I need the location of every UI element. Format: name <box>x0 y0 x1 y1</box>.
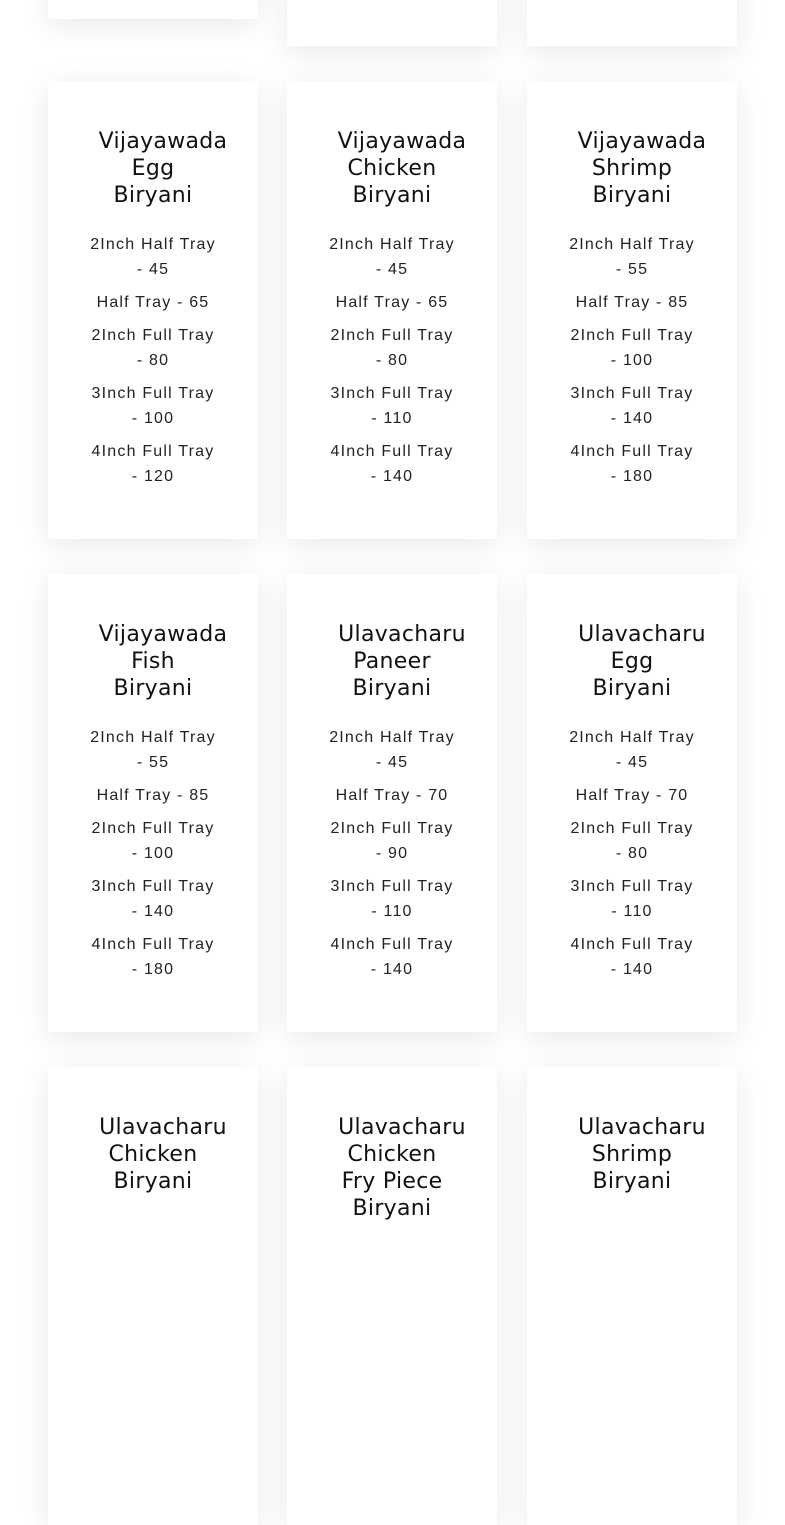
menu-card <box>48 574 258 1032</box>
card-title-line: Ulavacharu <box>338 622 466 647</box>
price-item: 2Inch Full Tray - 100 <box>91 820 215 862</box>
price-list <box>287 725 497 982</box>
price-item: Half Tray - 65 <box>335 294 449 311</box>
card-title <box>527 128 737 209</box>
price-item: 2Inch Full Tray - 100 <box>570 327 694 369</box>
card-title-line: Vijayawada <box>98 622 228 647</box>
card-title-line: Biryani <box>352 676 432 701</box>
card-title-line: Ulavacharu <box>578 1115 706 1140</box>
card-title-line: Biryani <box>592 183 672 208</box>
card-title-line: Ulavacharu <box>99 1115 227 1140</box>
menu-card-partial <box>48 0 258 19</box>
card-title-line: Biryani <box>352 183 432 208</box>
price-list <box>48 232 258 489</box>
price-item: 2Inch Half Tray - 45 <box>569 729 695 771</box>
card-title <box>48 1114 258 1195</box>
menu-card <box>527 1067 737 1525</box>
menu-card <box>527 81 737 539</box>
price-item: 4Inch Full Tray - 140 <box>570 936 694 978</box>
card-title-line: Shrimp <box>591 1142 673 1167</box>
card-title-line: Biryani <box>592 676 672 701</box>
card-title <box>527 621 737 702</box>
price-item: 3Inch Full Tray - 110 <box>330 385 454 427</box>
price-item: 3Inch Full Tray - 140 <box>570 385 694 427</box>
price-item: 4Inch Full Tray - 180 <box>570 443 694 485</box>
card-title-line: Biryani <box>113 676 193 701</box>
price-item: Half Tray - 65 <box>96 294 210 311</box>
card-title <box>287 128 497 209</box>
price-item: 2Inch Half Tray - 45 <box>90 236 216 278</box>
card-title <box>287 621 497 702</box>
card-title <box>48 621 258 702</box>
menu-card <box>287 574 497 1032</box>
price-item: 4Inch Full Tray - 140 <box>330 443 454 485</box>
card-title-line: Egg <box>610 649 654 674</box>
price-item: 4Inch Full Tray - 120 <box>91 443 215 485</box>
price-item: 4Inch Full Tray - 140 <box>330 936 454 978</box>
menu-card <box>48 81 258 539</box>
card-title-line: Ulavacharu <box>338 1115 466 1140</box>
menu-card <box>48 1067 258 1525</box>
price-item: 2Inch Full Tray - 80 <box>570 820 694 862</box>
price-item: 2Inch Half Tray - 55 <box>569 236 695 278</box>
card-title-line: Shrimp <box>591 156 673 181</box>
card-title-line: Biryani <box>113 183 193 208</box>
card-title-line: Fry Piece <box>341 1169 443 1194</box>
card-title-line: Biryani <box>113 1169 193 1194</box>
menu-card <box>527 574 737 1032</box>
card-title <box>287 1114 497 1222</box>
card-title-line: Vijayawada <box>577 129 707 154</box>
price-item: 2Inch Half Tray - 55 <box>90 729 216 771</box>
card-title-line: Chicken <box>108 1142 198 1167</box>
price-item: 2Inch Half Tray - 45 <box>329 236 455 278</box>
menu-card <box>287 81 497 539</box>
card-title-line: Biryani <box>592 1169 672 1194</box>
card-title-line: Paneer <box>353 649 431 674</box>
price-item: Half Tray - 85 <box>575 294 689 311</box>
price-item: 2Inch Half Tray - 45 <box>329 729 455 771</box>
price-item: Half Tray - 70 <box>575 787 689 804</box>
price-list <box>287 232 497 489</box>
card-title-line: Vijayawada <box>337 129 467 154</box>
card-title <box>527 1114 737 1195</box>
price-list <box>527 232 737 489</box>
price-item: 3Inch Full Tray - 110 <box>330 878 454 920</box>
price-item: 3Inch Full Tray - 140 <box>91 878 215 920</box>
price-item: 4Inch Full Tray - 180 <box>91 936 215 978</box>
menu-card <box>287 1067 497 1525</box>
card-title-line: Fish <box>131 649 175 674</box>
price-item: 3Inch Full Tray - 100 <box>91 385 215 427</box>
menu-card-partial <box>527 0 737 46</box>
price-list <box>48 725 258 982</box>
card-title-line: Chicken <box>347 156 437 181</box>
card-title-line: Ulavacharu <box>578 622 706 647</box>
price-item: 2Inch Full Tray - 80 <box>330 327 454 369</box>
price-item: 3Inch Full Tray - 110 <box>570 878 694 920</box>
price-item: Half Tray - 85 <box>96 787 210 804</box>
price-item: 2Inch Full Tray - 80 <box>91 327 215 369</box>
card-title-line: Chicken <box>347 1142 437 1167</box>
price-item: 2Inch Full Tray - 90 <box>330 820 454 862</box>
card-title <box>48 128 258 209</box>
price-item: Half Tray - 70 <box>335 787 449 804</box>
price-list <box>527 725 737 982</box>
menu-card-partial <box>287 0 497 46</box>
card-title-line: Biryani <box>352 1196 432 1221</box>
card-title-line: Vijayawada <box>98 129 228 154</box>
card-title-line: Egg <box>131 156 175 181</box>
